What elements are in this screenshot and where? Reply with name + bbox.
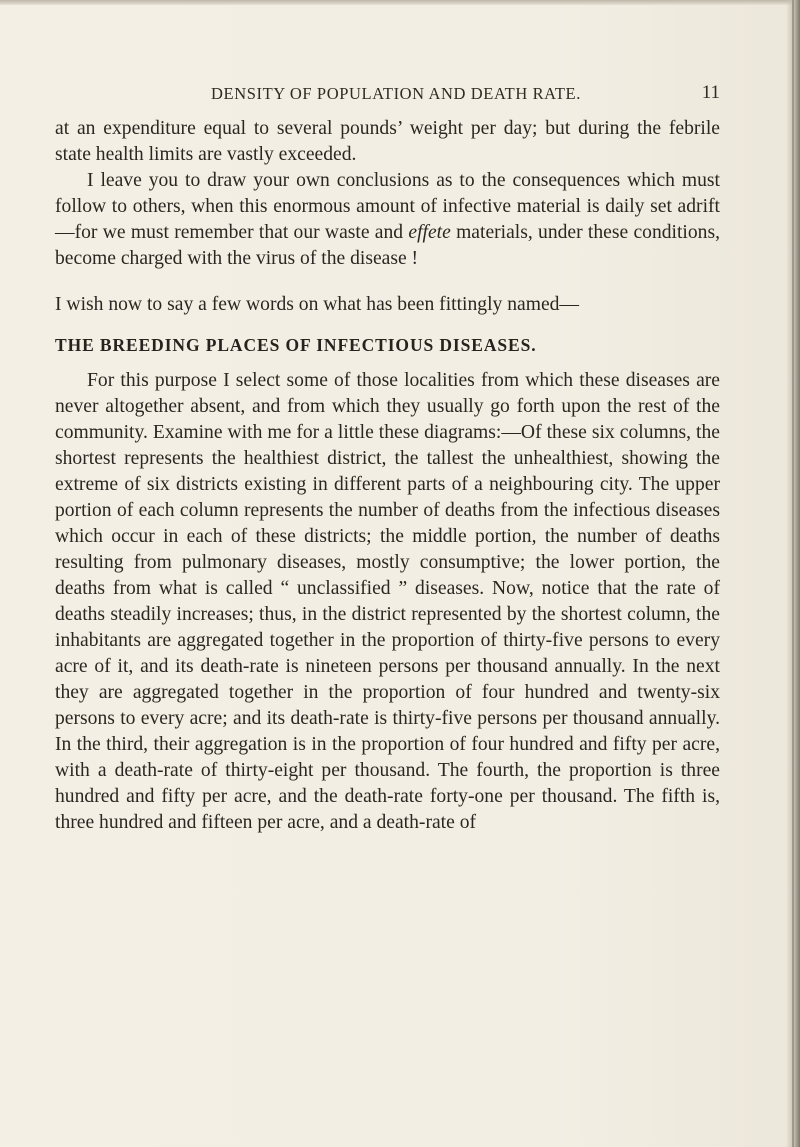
paragraph-conclusions-end: materials, under these conditions, become charged with the virus of the disease !: [55, 222, 720, 269]
body-text: [55, 116, 720, 836]
paragraph-conclusions-start: I leave you to draw your own conclusions as to the consequences which must follow to others, when this enormous amount of infective material is daily set adrift—for we must remember that our waste and: [55, 170, 720, 243]
emphasis-effete: effete: [408, 222, 451, 243]
paragraph-introduction: I wish now to say a few words on what has been fittingly named—: [55, 294, 580, 315]
page-top-edge: [0, 0, 800, 5]
page-header: [96, 84, 720, 108]
page-number: 11: [701, 82, 720, 103]
paragraph-spacer: [55, 272, 720, 292]
paragraph-conclusions: [55, 168, 720, 272]
section-heading: THE BREEDING PLACES OF INFECTIOUS DISEASES.: [55, 335, 537, 355]
paragraph-continuation: at an expenditure equal to several pounds’ weight per day; but during the febrile state health limits are vastly exceeded.: [55, 118, 720, 165]
page-binding-line: [792, 0, 794, 1147]
running-title: DENSITY OF POPULATION AND DEATH RATE.: [211, 84, 581, 103]
paragraph-diagrams: For this purpose I select some of those localities from which these diseases are never altogether absent, and from which they usually go forth upon the rest of the community. Examine with me for a little these diagrams:—Of these six columns, the shortest represents the healthiest district, the tallest the unhealthiest, showing the extreme of six districts existing in different parts of a neighbouring city. The upper portion of each column represents the number of deaths from the infectious diseases which occur in each of these districts; the middle portion, the number of deaths resulting from pulmonary diseases, mostly consumptive; the lower portion, the deaths from what is called “ unclassified ” diseases. Now, notice that the rate of deaths steadily increases; thus, in the district represented by the shortest column, the inhabitants are aggregated together in the proportion of thirty-five persons to every acre of it, and its death-rate is nineteen persons per thousand annually. In the next they are aggregated together in the proportion of four hundred and twenty-six persons to every acre; and its death-rate is thirty-five persons per thousand annually. In the third, their aggregation is in the proportion of four hundred and fifty per acre, with a death-rate of thirty-eight per thousand. The fourth, the proportion is three hundred and fifty per acre, and the death-rate forty-one per thousand. The fifth is, three hundred and fifteen per acre, and a death-rate of: [55, 370, 720, 833]
